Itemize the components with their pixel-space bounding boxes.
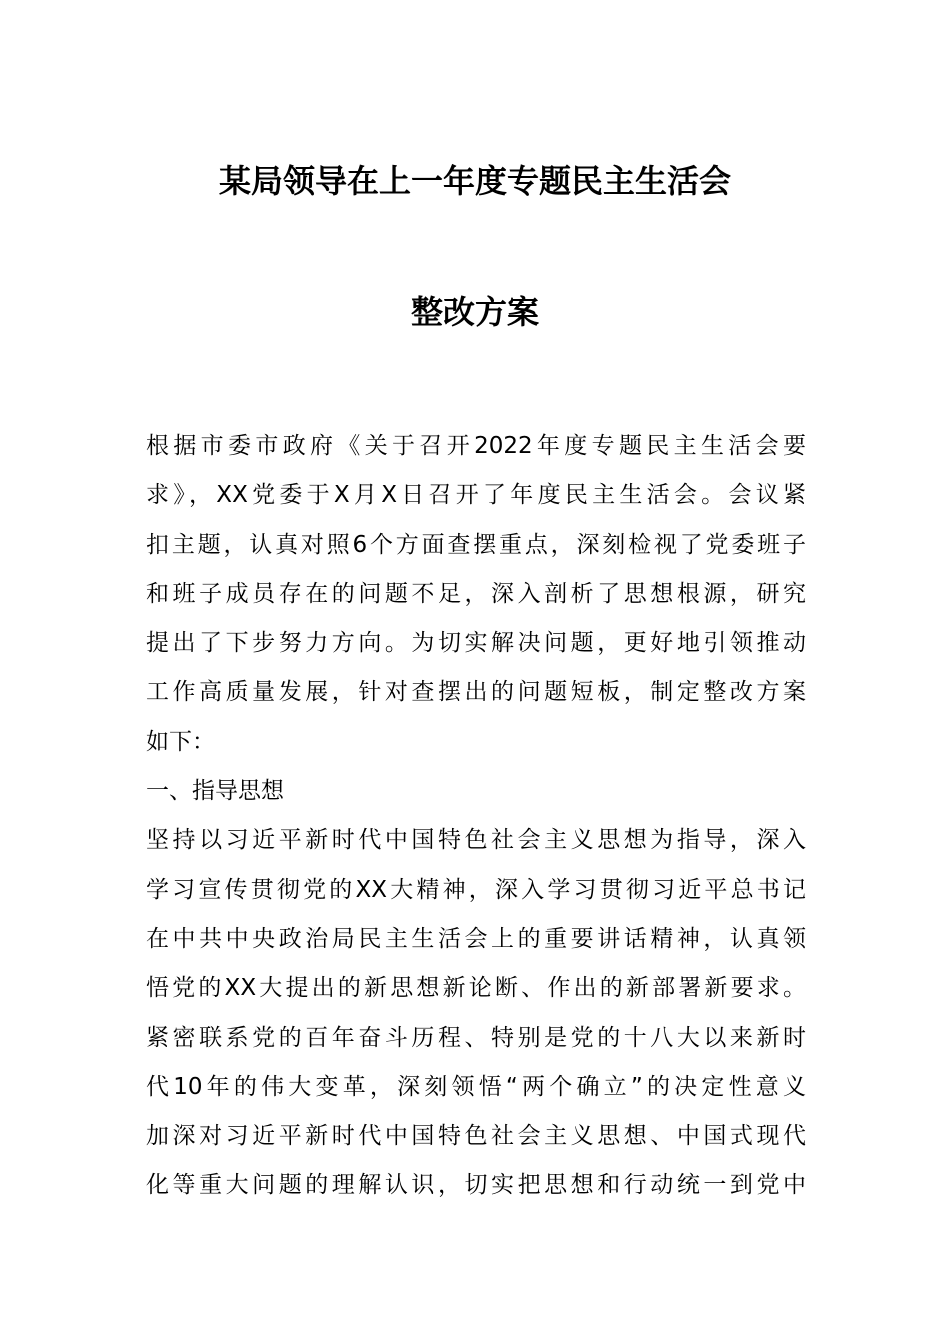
paragraph-line: 学习宣传贯彻党的XX大精神，深入学习贯彻习近平总书记 — [146, 876, 806, 903]
paragraph-line: 悟党的XX大提出的新思想新论断、作出的新部署新要求。 — [146, 975, 806, 1002]
paragraph-line: 如下： — [146, 728, 215, 755]
paragraph-line: 求》，XX党委于X月X日召开了年度民主生活会。会议紧 — [146, 482, 806, 509]
paragraph-line: 工作高质量发展，针对查摆出的问题短板，制定整改方案 — [146, 679, 806, 706]
paragraph-line: 代10年的伟大变革，深刻领悟“两个确立”的决定性意义 — [146, 1073, 806, 1100]
paragraph-line: 坚持以习近平新时代中国特色社会主义思想为指导，深入 — [146, 827, 806, 854]
paragraph-line: 在中共中央政治局民主生活会上的重要讲话精神，认真领 — [146, 925, 806, 952]
paragraph-line: 加深对习近平新时代中国特色社会主义思想、中国式现代 — [146, 1123, 806, 1150]
paragraph-line: 紧密联系党的百年奋斗历程、特别是党的十八大以来新时 — [146, 1024, 806, 1051]
document-body — [146, 422, 806, 1211]
paragraph-line: 和班子成员存在的问题不足，深入剖析了思想根源，研究 — [146, 580, 806, 607]
paragraph-line: 根据市委市政府《关于召开2022年度专题民主生活会要 — [146, 433, 806, 459]
document-title-line-1: 某局领导在上一年度专题民主生活会 — [218, 162, 731, 200]
paragraph-line: 提出了下步努力方向。为切实解决问题，更好地引领推动 — [146, 630, 806, 657]
section-heading: 一、指导思想 — [146, 778, 284, 805]
paragraph-line: 扣主题，认真对照6个方面查摆重点，深刻检视了党委班子 — [146, 531, 806, 558]
paragraph-line: 化等重大问题的理解认识，切实把思想和行动统一到党中 — [146, 1172, 806, 1199]
document-title-line-2: 整改方案 — [410, 293, 539, 331]
